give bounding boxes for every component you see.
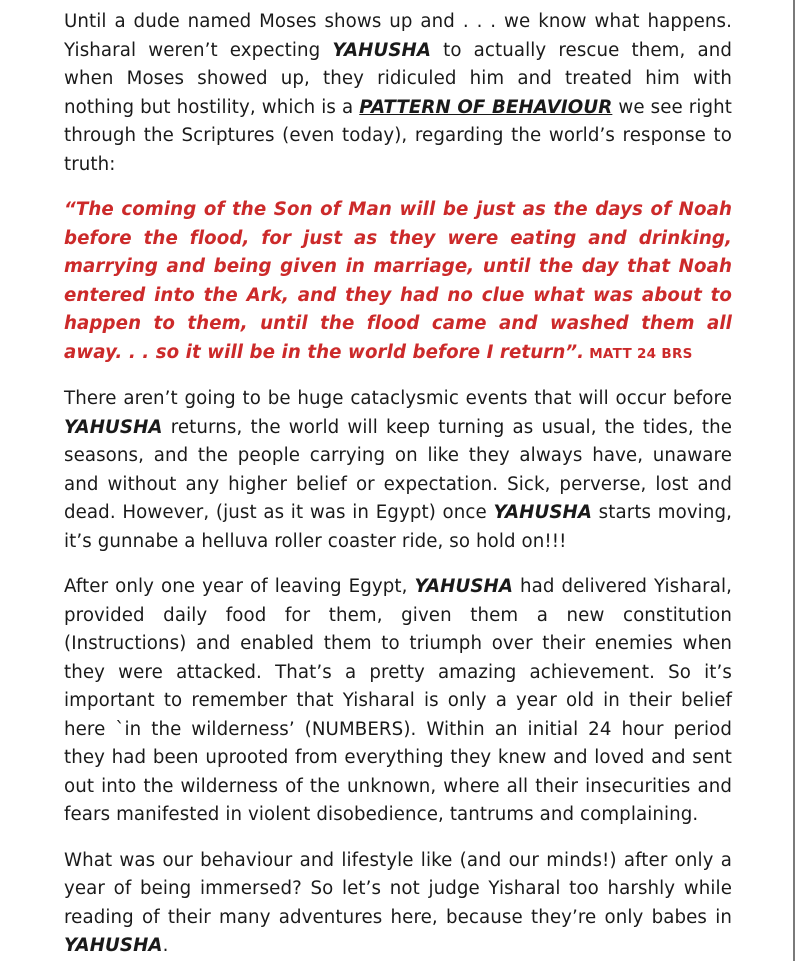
text-run: had delivered Yisharal, provided daily food for them, given them a new constitution (Instructions) and enabled them to triumph over their enemies when they were attacked. That’s a pretty amazing achievement. So it’s important to remember that Yisharal is only a year old in their belief here `in the wilderness’ (NUMBERS). Within an initial 24 hour period they had been uprooted from everything they knew and loved and sent out into the wilderness of the unknown, where all their insecurities and fears manifested in violent disobedience, tantrums and complaining. <box>64 576 732 825</box>
text-run: There aren’t going to be huge cataclysmic events that will occur before <box>64 388 732 409</box>
text-run: starts moving, it’s gunnabe a helluva roller coaster ride, so hold on!!! <box>64 502 732 552</box>
name-yahusha: YAHUSHA <box>64 416 163 438</box>
scripture-quote <box>64 196 732 368</box>
document-body <box>64 8 732 961</box>
page-edge-rule <box>793 0 795 961</box>
paragraph-cataclysmic <box>64 385 732 556</box>
text-run: What was our behaviour and lifestyle like (and our minds!) after only a year of being immersed? So let’s not judge Yisharal too harshly while reading of their many adventures here, because they’re only babes in <box>64 849 732 928</box>
paragraph-moses <box>64 8 732 179</box>
text-run: to actually rescue them, and when Moses showed up, they ridiculed him and treated him with nothing but hostility, which is a <box>64 39 732 118</box>
text-run: After only one year of leaving Egypt, <box>64 576 415 597</box>
name-yahusha: YAHUSHA <box>332 39 432 61</box>
text-run: Until a dude named Moses shows up and . . . we know what happens. Yisharal weren’t expecting <box>64 11 732 61</box>
text-run: we see right through the Scriptures (even today), regarding the world’s response to truth: <box>64 96 733 175</box>
name-yahusha: YAHUSHA <box>64 935 163 956</box>
name-yahusha: YAHUSHA <box>493 502 593 523</box>
name-yahusha: YAHUSHA <box>414 576 514 597</box>
emphasis-pattern-of-behaviour: PATTERN OF BEHAVIOUR <box>359 96 613 118</box>
paragraph-one-year <box>64 573 732 830</box>
text-run: . <box>162 935 169 956</box>
quote-text: “The coming of the Son of Man will be just as the days of Noah before the flood, for just as they were eating and drinking, marrying and being given in marriage, until the day that Noah entered into the Ark, and they had no clue what was about to happen to them, until the flood came and washed them all away. . . so it will be in the world before I return”. <box>64 199 732 363</box>
paragraph-behaviour <box>64 847 732 961</box>
quote-reference: MATT 24 BRS <box>584 345 693 362</box>
text-run: returns, the world will keep turning as usual, the tides, the seasons, and the people carrying on like they always have, unaware and without any higher belief or expectation. Sick, perverse, lost and dead. However, (just as it was in Egypt) once <box>64 416 732 523</box>
